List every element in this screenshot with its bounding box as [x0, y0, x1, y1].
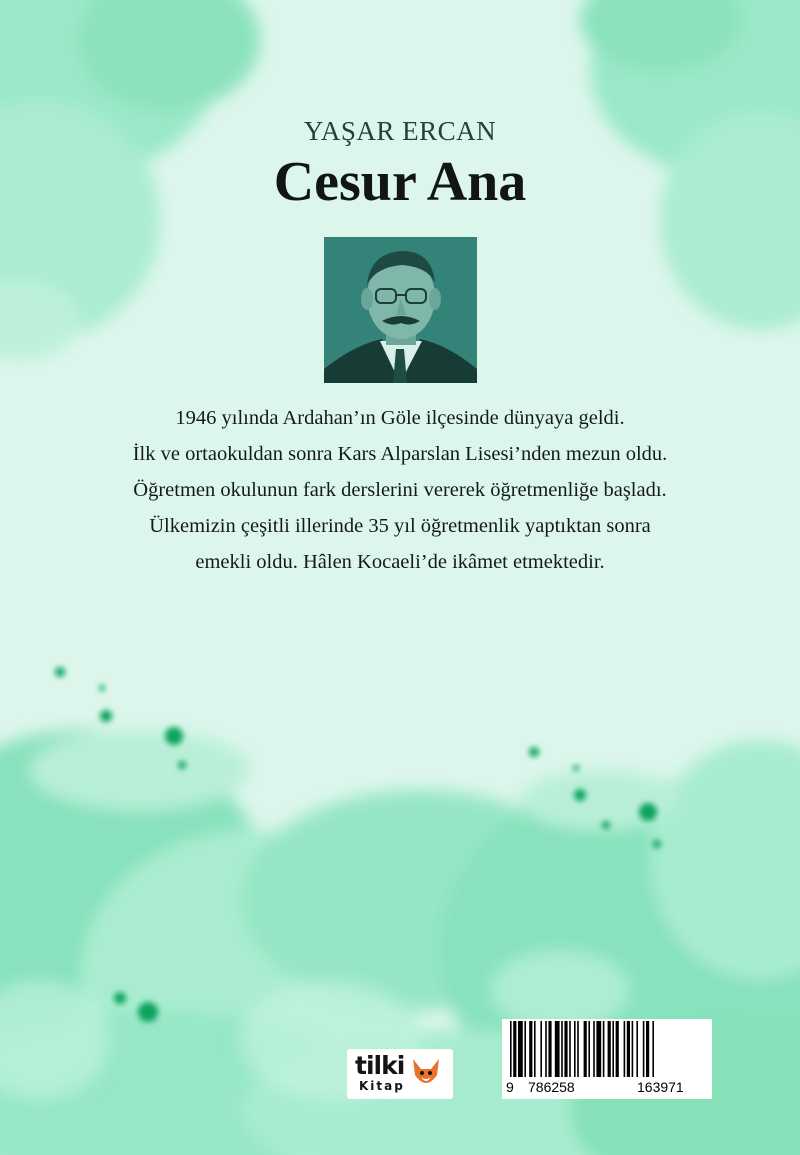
author-biography	[0, 400, 800, 580]
barcode-bar	[518, 1021, 523, 1077]
bio-line: emekli oldu. Hâlen Kocaeli’de ikâmet etmektedir.	[195, 551, 605, 573]
bio-line: 1946 yılında Ardahan’ın Göle ilçesinde dünyaya geldi.	[175, 407, 625, 429]
barcode-bar	[616, 1021, 619, 1077]
bio-line: Ülkemizin çeşitli illerinde 35 yıl öğretmenlik yaptıktan sonra	[149, 515, 651, 537]
barcode-bar	[596, 1021, 601, 1077]
isbn-barcode	[502, 1019, 712, 1099]
barcode-bar	[569, 1021, 571, 1077]
barcode-bar	[643, 1021, 645, 1077]
barcode-bar	[513, 1021, 516, 1077]
barcode-bar	[603, 1021, 605, 1077]
barcode-bar	[548, 1021, 551, 1077]
barcode-bars	[510, 1021, 704, 1079]
barcode-bar	[632, 1021, 634, 1077]
barcode-bar	[646, 1021, 649, 1077]
barcode-bar	[564, 1021, 567, 1077]
barcode-bar	[636, 1021, 638, 1077]
publisher-sub: Kitap	[359, 1079, 405, 1093]
barcode-group-left: 786258	[528, 1079, 575, 1095]
barcode-bar	[577, 1021, 579, 1077]
publisher-logo	[347, 1049, 453, 1099]
author-portrait	[324, 237, 477, 383]
barcode-bar	[584, 1021, 587, 1077]
barcode-digit-first: 9	[506, 1079, 514, 1095]
barcode-bar	[624, 1021, 626, 1077]
barcode-bar	[593, 1021, 595, 1077]
barcode-bar	[540, 1021, 542, 1077]
barcode-bar	[534, 1021, 536, 1077]
barcode-bar	[652, 1021, 654, 1077]
fox-icon	[409, 1055, 443, 1091]
barcode-bar	[545, 1021, 547, 1077]
book-title: Cesur Ana	[273, 151, 527, 213]
barcode-group-right: 163971	[637, 1079, 684, 1095]
barcode-bar	[510, 1021, 512, 1077]
barcode-bar	[627, 1021, 630, 1077]
barcode-bar	[561, 1021, 563, 1077]
publisher-name: tilki	[355, 1051, 405, 1080]
bio-line: Öğretmen okulunun fark derslerini vererek öğretmenliğe başladı.	[133, 479, 667, 501]
barcode-bar	[574, 1021, 576, 1077]
barcode-bar	[524, 1021, 526, 1077]
bio-line: İlk ve ortaokuldan sonra Kars Alparslan Lisesi’nden mezun oldu.	[132, 443, 668, 465]
author-name: YAŞAR ERCAN	[303, 116, 497, 146]
barcode-bar	[588, 1021, 590, 1077]
barcode-bar	[612, 1021, 614, 1077]
barcode-bar	[555, 1021, 560, 1077]
barcode-bar	[608, 1021, 611, 1077]
barcode-bar	[529, 1021, 532, 1077]
